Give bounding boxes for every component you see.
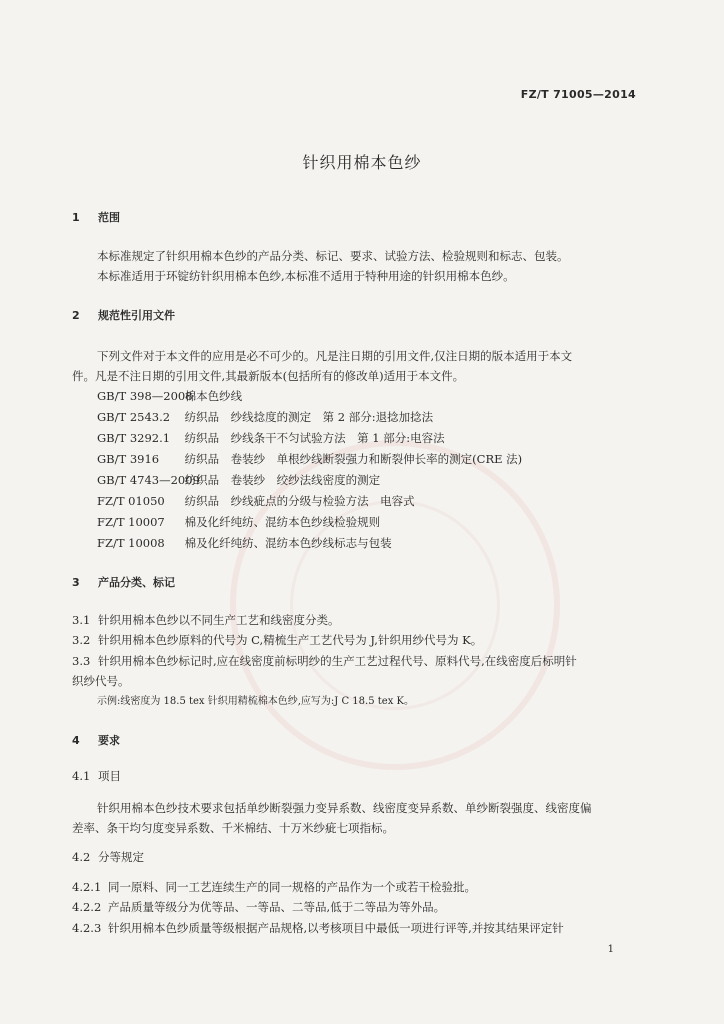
clause-4-2-heading: 4.2 分等规定 [72, 850, 144, 864]
page-number: 1 [607, 944, 614, 955]
reference-item: FZ/T 10008 棉及化纤纯纺、混纺本色纱线标志与包装 [97, 536, 392, 550]
section-1-para-1: 本标准规定了针织用棉本色纱的产品分类、标记、要求、试验方法、检验规则和标志、包装。 [97, 249, 569, 263]
clause-3-1: 3.1 针织用棉本色纱以不同生产工艺和线密度分类。 [72, 613, 340, 627]
reference-item: GB/T 398—2008 棉本色纱线 [97, 389, 243, 403]
reference-item: FZ/T 01050 纺织品 纱线疵点的分级与检验方法 电容式 [97, 494, 415, 508]
clause-4-2-3: 4.2.3 针织用棉本色纱质量等级根据产品规格,以考核项目中最低一项进行评等,并按其结果评定针 [72, 921, 564, 935]
reference-item: GB/T 3292.1 纺织品 纱线条干不匀试验方法 第 1 部分:电容法 [97, 431, 445, 445]
clause-3-3: 3.3 针织用棉本色纱标记时,应在线密度前标明纱的生产工艺过程代号、原料代号,在线密度后标明针 [72, 654, 577, 668]
clause-3-3-cont: 织纱代号。 [72, 674, 130, 688]
example-note: 示例:线密度为 18.5 tex 针织用精梳棉本色纱,应写为:J C 18.5 tex K。 [97, 696, 414, 707]
reference-item: GB/T 2543.2 纺织品 纱线捻度的测定 第 2 部分:退捻加捻法 [97, 410, 434, 424]
clause-4-2-2: 4.2.2 产品质量等级分为优等品、一等品、二等品,低于二等品为等外品。 [72, 900, 446, 914]
reference-item: GB/T 3916 纺织品 卷装纱 单根纱线断裂强力和断裂伸长率的测定(CRE 法) [97, 452, 523, 466]
reference-item: FZ/T 10007 棉及化纤纯纺、混纺本色纱线检验规则 [97, 515, 381, 529]
standard-number: FZ/T 71005—2014 [520, 88, 636, 101]
section-2-heading: 2 规范性引用文件 [72, 309, 175, 322]
section-3-heading: 3 产品分类、标记 [72, 576, 175, 589]
section-2-para-line-1: 下列文件对于本文件的应用是必不可少的。凡是注日期的引用文件,仅注日期的版本适用于本文 [97, 349, 573, 363]
section-2-para-line-2: 件。凡是不注日期的引用文件,其最新版本(包括所有的修改单)适用于本文件。 [72, 369, 465, 383]
clause-3-2: 3.2 针织用棉本色纱原料的代号为 C,精梳生产工艺代号为 J,针织用纱代号为 K。 [72, 633, 483, 647]
clause-4-1-para-line-2: 差率、条干均匀度变异系数、千米棉结、十万米纱疵七项指标。 [72, 821, 394, 835]
clause-4-1-para-line-1: 针织用棉本色纱技术要求包括单纱断裂强力变异系数、线密度变异系数、单纱断裂强度、线密度偏 [97, 801, 592, 815]
reference-item: GB/T 4743—2009 纺织品 卷装纱 绞纱法线密度的测定 [97, 473, 381, 487]
section-1-heading: 1 范围 [72, 211, 120, 224]
section-1-para-2: 本标准适用于环锭纺针织用棉本色纱,本标准不适用于特种用途的针织用棉本色纱。 [97, 269, 515, 283]
clause-4-1-heading: 4.1 项目 [72, 769, 121, 783]
seal-watermark-inner [290, 500, 500, 710]
section-4-heading: 4 要求 [72, 734, 120, 747]
clause-4-2-1: 4.2.1 同一原料、同一工艺连续生产的同一规格的产品作为一个或若干检验批。 [72, 880, 476, 894]
document-title: 针织用棉本色纱 [302, 153, 422, 172]
